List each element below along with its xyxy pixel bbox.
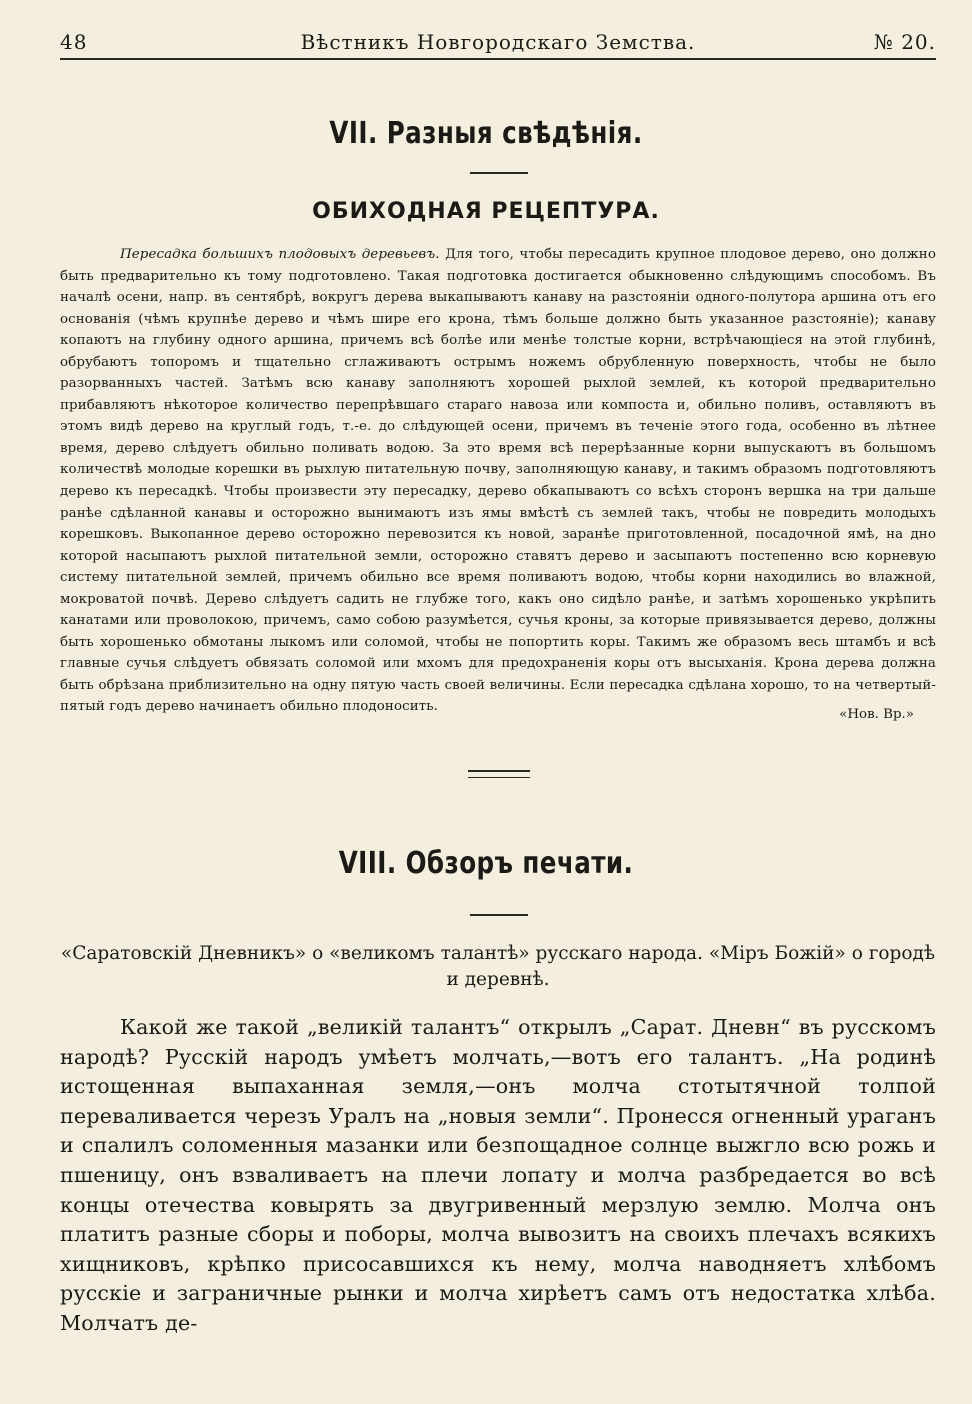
section-8-title: VIII. Обзоръ печати. [338,846,634,881]
article-body: Для того, чтобы пересадить крупное плодовое дерево, оно должно быть предварительно къ тому подготовлено. Такая подготовка достигается обыкновенно слѣдующимъ способомъ. Въ началѣ осени, напр. въ сентябрѣ, вокругъ дерева выкапываютъ канаву на разстояніи одного-полутора аршина отъ его основанія (чѣмъ крупнѣе дерево и чѣмъ шире его крона, тѣмъ больше должно быть указанное разстояніе); канаву копаютъ на глубину одного аршина, причемъ всѣ болѣе или менѣе толстые корни, встрѣчающіеся на этой глубинѣ, обрубаютъ топоромъ и тщательно сглаживаютъ острымъ ножемъ обрубленную поверхность, чтобы не было разорванныхъ частей. Затѣмъ всю канаву заполняютъ хорошей рыхлой землей, къ которой предварительно прибавляютъ нѣкоторое количество перепрѣвшаго стараго навоза или компоста и, обильно поливъ, оставляютъ въ этомъ видѣ дерево на круглый годъ, т.-е. до слѣдующей осени, причемъ въ теченіе этого года, особенно въ лѣтнее время, дерево слѣдуетъ обильно поливать водою. За это время всѣ перерѣзанные корни выпускаютъ въ большомъ количествѣ молодые корешки въ рыхлую питательную почву, заполняющую канаву, и такимъ образомъ подготовляютъ дерево къ пересадкѣ. Чтобы произвести эту пересадку, дерево обкапываютъ со всѣхъ сторонъ вершка на три дальше ранѣе сдѣланной канавы и осторожно вынимаютъ изъ ямы вмѣстѣ съ землей такъ, чтобы не повредить молодыхъ корешковъ. Выкопанное дерево осторожно перевозится къ новой, заранѣе приготовленной, посадочной ямѣ, на дно которой насыпаютъ рыхлой питательной земли, осторожно ставятъ дерево и засыпаютъ постепенно всю корневую систему питательной землей, причемъ обильно все время поливаютъ водою, чтобы корни находились во влажной, мокроватой почвѣ. Дерево слѣдуетъ садить не глубже того, какъ оно сидѣло ранѣе, и затѣмъ хорошенько укрѣпить канатами или проволокою, причемъ, само собою разумѣется, сучья кроны, за которые привязывается дерево, должны быть хорошенько обмотаны лыкомъ или соломой, чтобы не попортить коры. Такимъ же образомъ весь штамбъ и всѣ главные сучья слѣдуетъ обвязать соломой или мхомъ для предохраненія коры отъ высыханія. Крона дерева должна быть обрѣзана приблизительно на одну пятую часть своей величины. Если пересадка сдѣлана хорошо, то на четвертый-пятый годъ дерево начинаетъ обильно плодоносить. [60,247,936,715]
running-header [60,28,936,60]
journal-title: Вѣстникъ Новгородскаго Земства. [300,30,696,54]
section-7-title: VII. Разныя свѣдѣнія. [329,116,643,151]
review-body: Какой же такой „великій талантъ“ открылъ „Сарат. Дневн“ въ русскомъ народѣ? Русскій народъ умѣетъ молчать,—вотъ его талантъ. „На родинѣ истощенная выпаханная земля,—онъ молча стотытячной толпой переваливается черезъ Уралъ на „новыя земли“. Пронесся огненный ураганъ и спалилъ соломенныя мазанки или безпощадное солнце выжгло всю рожь и пшеницу, онъ взваливаетъ на плечи лопату и молча разбредается во всѣ концы отечества ковырять за двугривенный мерзлую землю. Молча онъ платитъ разные сборы и поборы, молча вывозитъ на своихъ плечахъ всякихъ хищниковъ, крѣпко присосавшихся къ нему, молча наводняетъ хлѣбомъ русскіе и заграничные рынки и молча хирѣетъ самъ отъ недостатка хлѣба. Молчатъ де- [60,1015,936,1335]
review-heading: «Саратовскій Дневникъ» о «великомъ талантѣ» русскаго народа. «Міръ Божій» о городѣ и деревнѣ. [60,943,936,990]
article-paragraph [60,244,936,718]
recipe-subtitle: ОБИХОДНАЯ РЕЦЕПТУРА. [312,199,660,224]
article-lead: Пересадка большихъ плодовыхъ деревьевъ. [120,247,440,262]
issue-number: № 20. [873,30,936,54]
section-8-divider [470,914,528,916]
section-7-divider [470,172,528,174]
page-number: 48 [60,30,88,54]
article-source: «Нов. Вр.» [839,707,914,722]
section-separator [468,770,530,778]
